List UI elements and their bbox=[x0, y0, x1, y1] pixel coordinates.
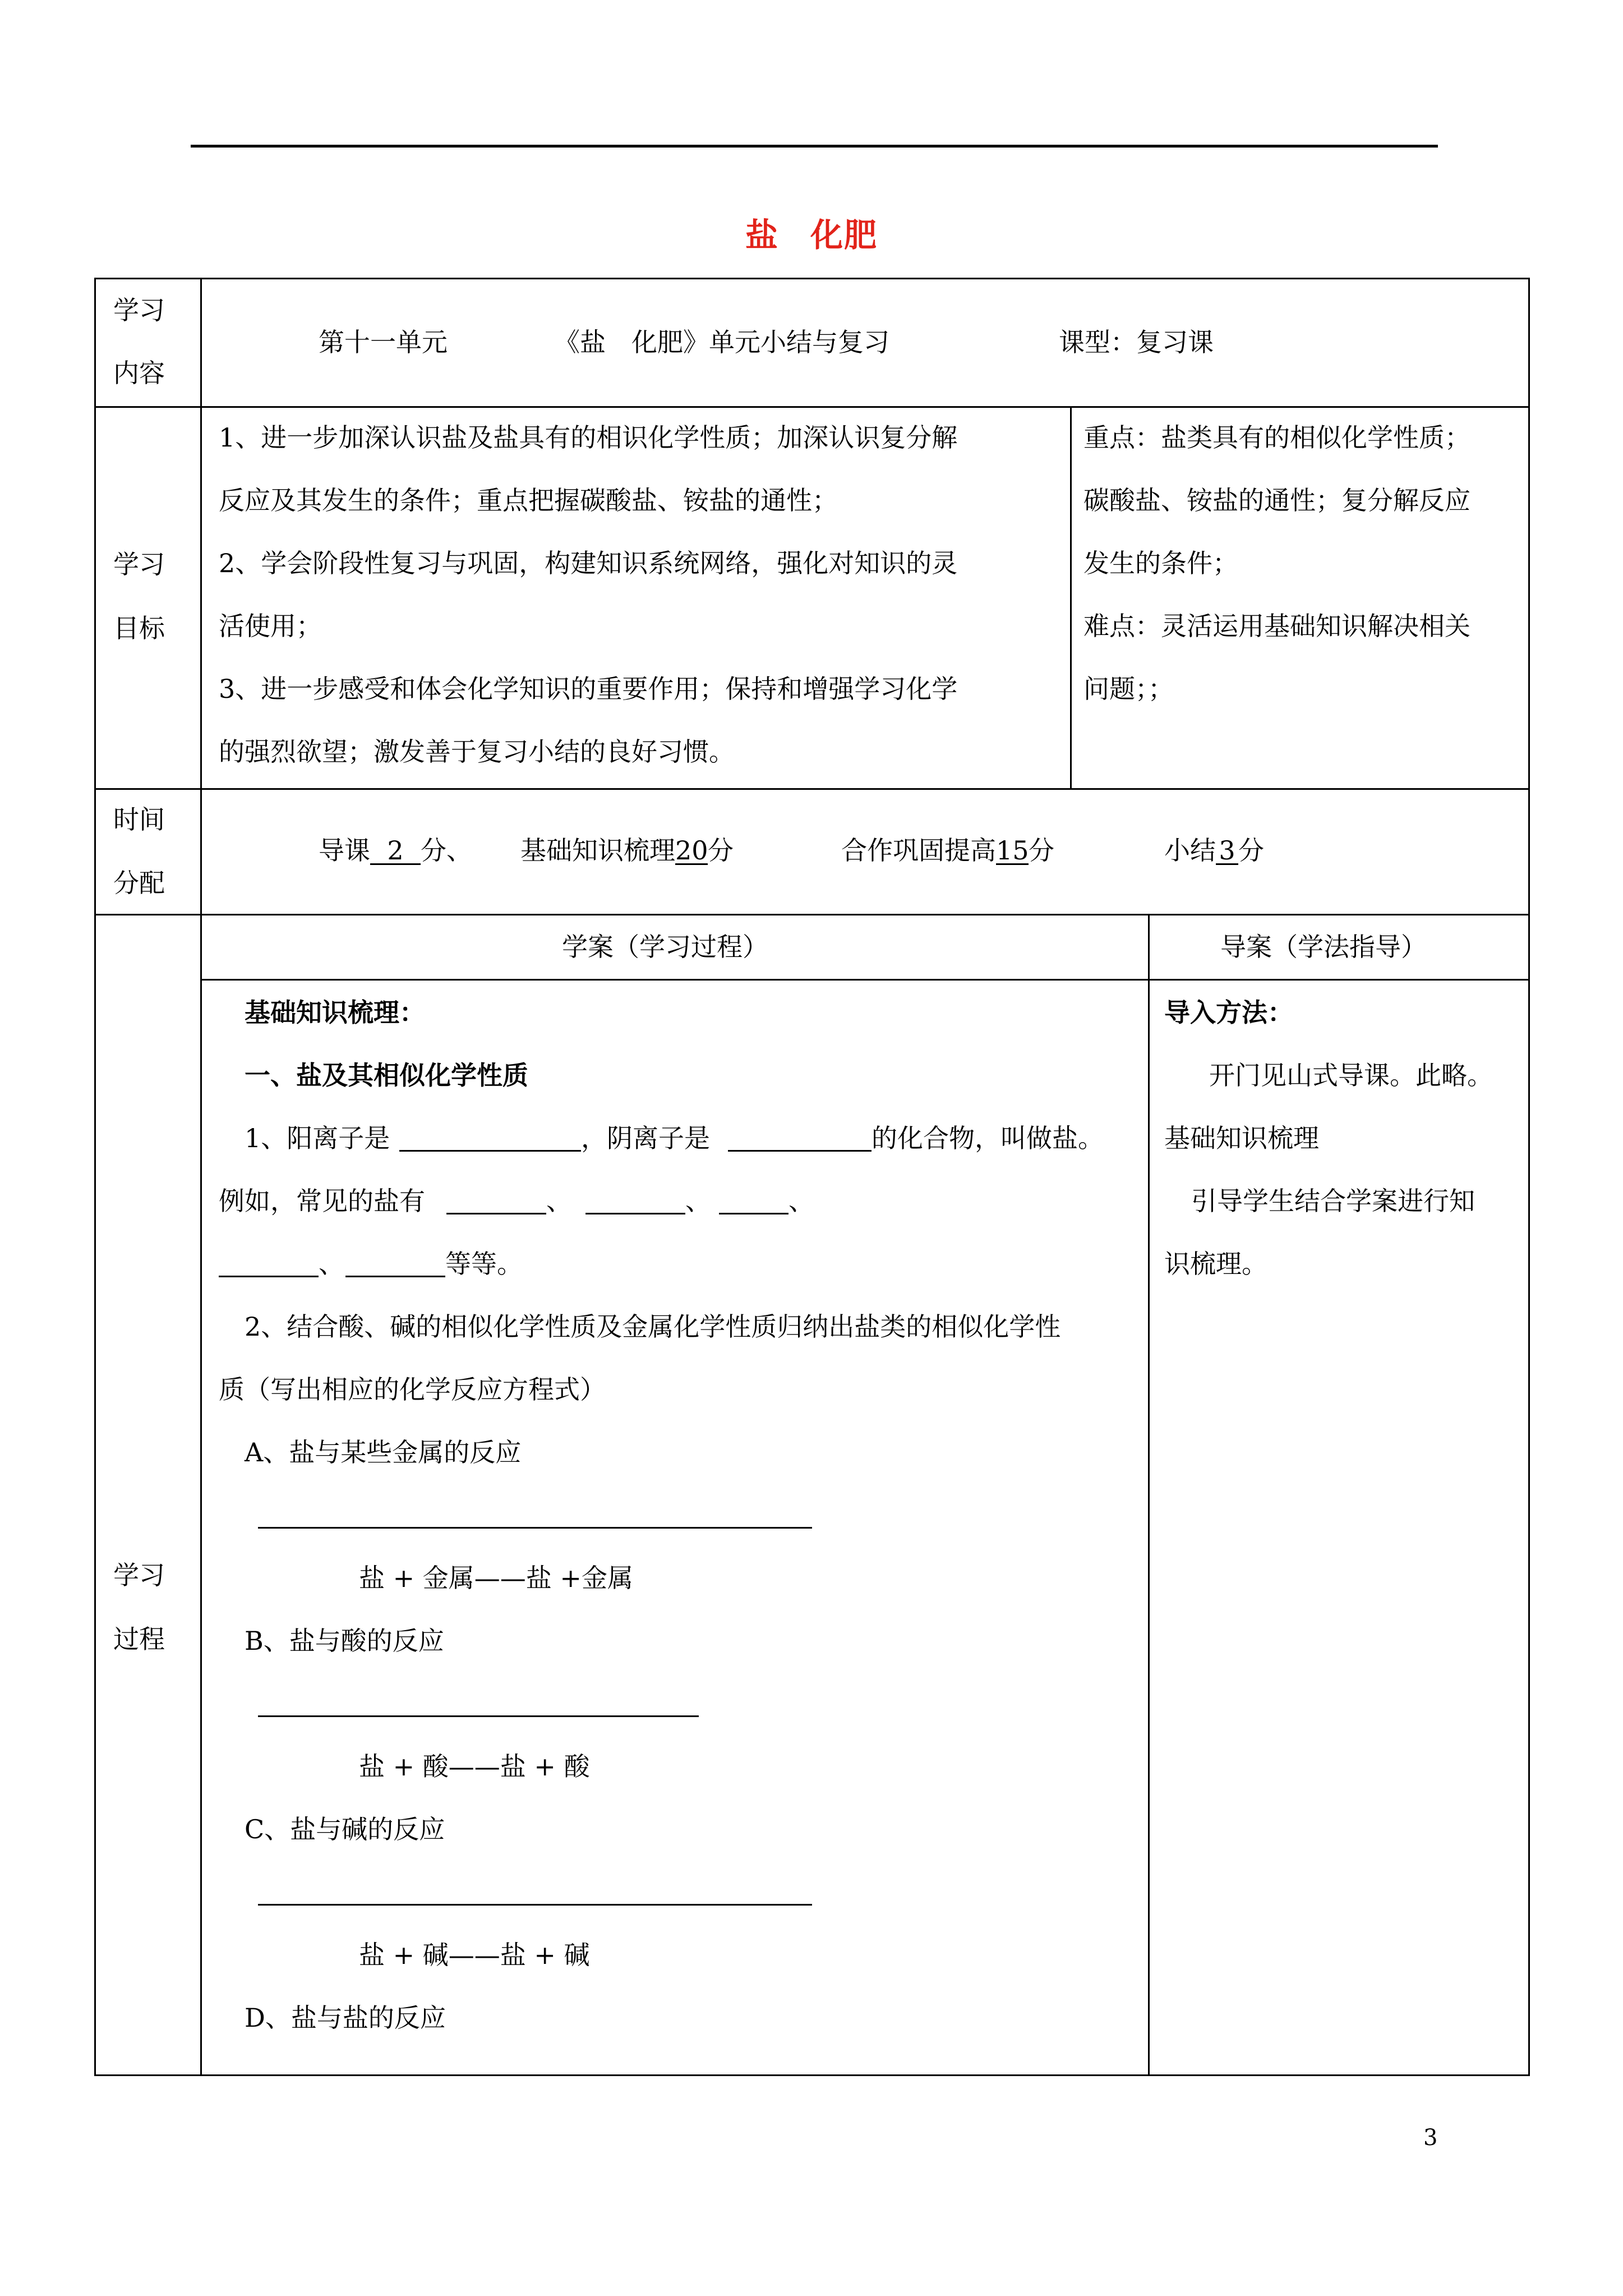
answer-blank bbox=[719, 1213, 789, 1214]
key-point-line: 发生的条件； bbox=[1083, 548, 1238, 578]
q1-part-b: ，阴离子是 bbox=[581, 1123, 710, 1153]
key-point-line: 难点：灵活运用基础知识解决相关 bbox=[1083, 611, 1470, 641]
row-label-process-2: 过程 bbox=[113, 1624, 165, 1654]
key-point-line: 重点：盐类具有的相似化学性质； bbox=[1083, 422, 1470, 453]
reaction-b-formula: 盐 + 酸——盐 + 酸 bbox=[359, 1751, 590, 1782]
row-label-goals-1: 学习 bbox=[113, 549, 165, 579]
time-coop-minutes: 15 bbox=[996, 835, 1029, 866]
time-basic-minutes: 20 bbox=[675, 835, 708, 866]
key-point-line: 碳酸盐、铵盐的通性；复分解反应 bbox=[1083, 485, 1470, 516]
key-point-line: 问题；； bbox=[1083, 674, 1174, 704]
q1-etc: 等等。 bbox=[445, 1249, 523, 1279]
q1-part-a: 1、阳离子是 bbox=[245, 1123, 390, 1153]
row-divider bbox=[94, 788, 1530, 790]
guide-line: 引导学生结合学案进行知 bbox=[1191, 1186, 1475, 1216]
guide-heading: 导入方法： bbox=[1164, 997, 1293, 1028]
q2-line-2: 质（写出相应的化学反应方程式） bbox=[219, 1374, 606, 1405]
goal-line: 的强烈欲望；激发善于复习小结的良好习惯。 bbox=[219, 737, 735, 767]
goal-line: 反应及其发生的条件；重点把握碳酸盐、铵盐的通性； bbox=[219, 485, 838, 516]
reaction-b-label: B、盐与酸的反应 bbox=[245, 1626, 444, 1656]
answer-blank bbox=[585, 1213, 685, 1214]
equation-blank bbox=[258, 1904, 812, 1906]
goal-line: 活使用； bbox=[219, 611, 322, 641]
row-label-content-2: 内容 bbox=[113, 358, 165, 388]
separator: 、 bbox=[789, 1186, 814, 1216]
row-divider bbox=[94, 406, 1530, 408]
process-header-left: 学案（学习过程） bbox=[562, 932, 768, 962]
separator: 、 bbox=[546, 1186, 572, 1216]
separator: 、 bbox=[685, 1186, 711, 1216]
process-header-divider bbox=[200, 979, 1530, 981]
page-number: 3 bbox=[1423, 2125, 1438, 2151]
answer-blank bbox=[728, 1150, 872, 1152]
answer-blank bbox=[399, 1150, 581, 1152]
time-basic: 基础知识梳理20分 bbox=[520, 835, 734, 866]
lesson-name: 《盐 化肥》单元小结与复习 bbox=[554, 327, 889, 357]
guide-line: 基础知识梳理 bbox=[1164, 1123, 1319, 1153]
row-label-content-1: 学习 bbox=[113, 295, 165, 325]
title-left: 盐 bbox=[745, 216, 779, 254]
row-label-goals-2: 目标 bbox=[113, 613, 165, 643]
heading-basic: 基础知识梳理： bbox=[245, 997, 425, 1028]
header-rule bbox=[191, 145, 1438, 148]
row-label-process-1: 学习 bbox=[113, 1560, 165, 1590]
label-column-divider bbox=[200, 278, 202, 2076]
unit-name: 第十一单元 bbox=[319, 327, 448, 357]
reaction-a-label: A、盐与某些金属的反应 bbox=[245, 1437, 522, 1467]
reaction-c-label: C、盐与碱的反应 bbox=[245, 1814, 445, 1844]
q1-part-c: 的化合物，叫做盐。 bbox=[872, 1123, 1104, 1153]
title-right: 化肥 bbox=[810, 216, 878, 254]
answer-blank bbox=[446, 1213, 546, 1214]
time-summary: 小结 3 分 bbox=[1164, 835, 1264, 866]
row-label-time-2: 分配 bbox=[113, 868, 165, 898]
row-label-time-1: 时间 bbox=[113, 804, 165, 835]
row-divider bbox=[94, 914, 1530, 915]
time-coop: 合作巩固提高15分 bbox=[841, 835, 1054, 866]
answer-blank bbox=[219, 1276, 319, 1277]
process-header-right: 导案（学法指导） bbox=[1220, 932, 1427, 962]
reaction-c-formula: 盐 + 碱——盐 + 碱 bbox=[359, 1940, 590, 1970]
page-title bbox=[0, 209, 1623, 256]
equation-blank bbox=[258, 1715, 699, 1717]
equation-blank bbox=[258, 1527, 812, 1529]
goal-line: 2、学会阶段性复习与巩固，构建知识系统网络，强化对知识的灵 bbox=[219, 548, 958, 578]
reaction-a-formula: 盐 + 金属——盐 +金属 bbox=[359, 1563, 633, 1593]
time-intro-minutes: 2 bbox=[370, 838, 421, 865]
separator: 、 bbox=[319, 1249, 344, 1279]
answer-blank bbox=[345, 1276, 445, 1277]
guide-line: 开门见山式导课。此略。 bbox=[1209, 1060, 1493, 1091]
process-column-divider bbox=[1148, 914, 1150, 2076]
lesson-type: 课型：复习课 bbox=[1059, 327, 1214, 357]
goal-line: 3、进一步感受和体会化学知识的重要作用；保持和增强学习化学 bbox=[219, 674, 958, 704]
heading-section-1: 一、盐及其相似化学性质 bbox=[245, 1060, 528, 1091]
time-intro: 导课 2 分、 bbox=[319, 835, 472, 866]
guide-line: 识梳理。 bbox=[1164, 1249, 1267, 1279]
q2-line-1: 2、结合酸、碱的相似化学性质及金属化学性质归纳出盐类的相似化学性 bbox=[245, 1312, 1061, 1342]
time-summary-minutes: 3 bbox=[1216, 838, 1238, 865]
reaction-d-label: D、盐与盐的反应 bbox=[245, 2003, 446, 2033]
goals-column-divider bbox=[1070, 406, 1072, 789]
goal-line: 1、进一步加深认识盐及盐具有的相识化学性质；加深认识复分解 bbox=[219, 422, 958, 453]
q1-example: 例如，常见的盐有 bbox=[219, 1186, 425, 1216]
